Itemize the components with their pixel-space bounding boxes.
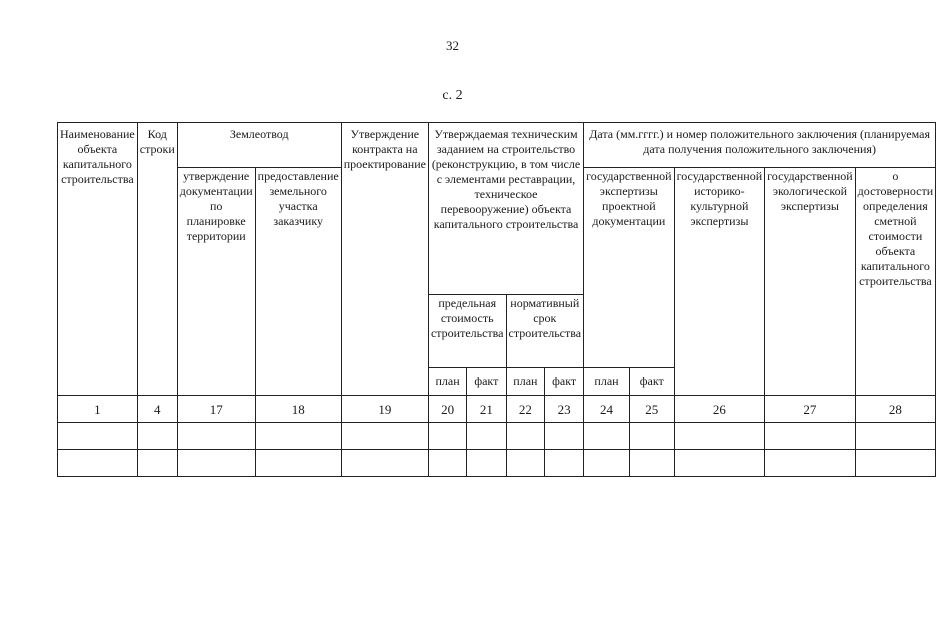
header-ecological-expertise: государственной экологической экспертизы — [765, 168, 856, 396]
form-table — [57, 122, 936, 477]
table-cell[interactable] — [855, 423, 935, 450]
table-cell[interactable] — [58, 423, 138, 450]
header-date: Дата (мм.гггг.) и номер положительного заключения (планируемая дата получения положительного заключения) — [584, 123, 936, 168]
table-cell[interactable] — [255, 423, 341, 450]
header-code: Код строки — [137, 123, 177, 396]
header-state-expertise: государственной экспертизы проектной документации — [584, 168, 675, 368]
table-cell[interactable] — [467, 450, 506, 477]
table-cell[interactable] — [177, 423, 255, 450]
table-row — [58, 423, 936, 450]
table-cell[interactable] — [584, 450, 630, 477]
column-number: 19 — [341, 396, 428, 423]
header-land: Землеотвод — [177, 123, 341, 168]
column-number: 21 — [467, 396, 506, 423]
table-cell[interactable] — [855, 450, 935, 477]
column-number: 23 — [545, 396, 584, 423]
column-number: 26 — [674, 396, 765, 423]
table-cell[interactable] — [467, 423, 506, 450]
column-number: 25 — [629, 396, 674, 423]
table-cell[interactable] — [584, 423, 630, 450]
column-number: 18 — [255, 396, 341, 423]
table-cell[interactable] — [629, 450, 674, 477]
header-land-approval: утверждение документации по планировке территории — [177, 168, 255, 396]
table-cell[interactable] — [137, 450, 177, 477]
column-number-row — [58, 396, 936, 423]
header-plan: план — [428, 368, 466, 396]
header-plan: план — [506, 368, 545, 396]
table-cell[interactable] — [674, 450, 765, 477]
header-historical-expertise: государственной историко-культурной экспертизы — [674, 168, 765, 396]
header-limit-cost: предельная стоимость строительства — [428, 295, 506, 368]
table-cell[interactable] — [341, 450, 428, 477]
sheet-label: с. 2 — [442, 88, 463, 103]
header-plan: план — [584, 368, 630, 396]
header-fact: факт — [545, 368, 584, 396]
table-cell[interactable] — [341, 423, 428, 450]
column-number: 24 — [584, 396, 630, 423]
table-cell[interactable] — [629, 423, 674, 450]
table-cell[interactable] — [255, 450, 341, 477]
header-norm-term: нормативный срок строительства — [506, 295, 584, 368]
header-task: Утверждаемая техническим заданием на строительство (реконструкцию, в том числе с элементами реставрации, техническое перевооружение) объекта капитального строительства — [428, 123, 583, 295]
table-cell[interactable] — [177, 450, 255, 477]
header-land-grant: предоставление земельного участка заказчику — [255, 168, 341, 396]
header-name: Наименование объекта капитального строительства — [58, 123, 138, 396]
table-cell[interactable] — [765, 450, 856, 477]
table-cell[interactable] — [137, 423, 177, 450]
column-number: 22 — [506, 396, 545, 423]
table-cell[interactable] — [506, 450, 545, 477]
column-number: 17 — [177, 396, 255, 423]
table-cell[interactable] — [58, 450, 138, 477]
table-row — [58, 450, 936, 477]
table-cell[interactable] — [428, 450, 466, 477]
header-fact: факт — [629, 368, 674, 396]
table-cell[interactable] — [545, 423, 584, 450]
table-cell[interactable] — [506, 423, 545, 450]
table-cell[interactable] — [765, 423, 856, 450]
page-number: 32 — [446, 38, 459, 53]
header-contract: Утверждение контракта на проектирование — [341, 123, 428, 396]
column-number: 4 — [137, 396, 177, 423]
table-cell[interactable] — [428, 423, 466, 450]
table-cell[interactable] — [545, 450, 584, 477]
header-reliability: о достоверности определения сметной стоимости объекта капитального строительства — [855, 168, 935, 396]
column-number: 28 — [855, 396, 935, 423]
table-cell[interactable] — [674, 423, 765, 450]
column-number: 27 — [765, 396, 856, 423]
column-number: 20 — [428, 396, 466, 423]
column-number: 1 — [58, 396, 138, 423]
header-fact: факт — [467, 368, 506, 396]
